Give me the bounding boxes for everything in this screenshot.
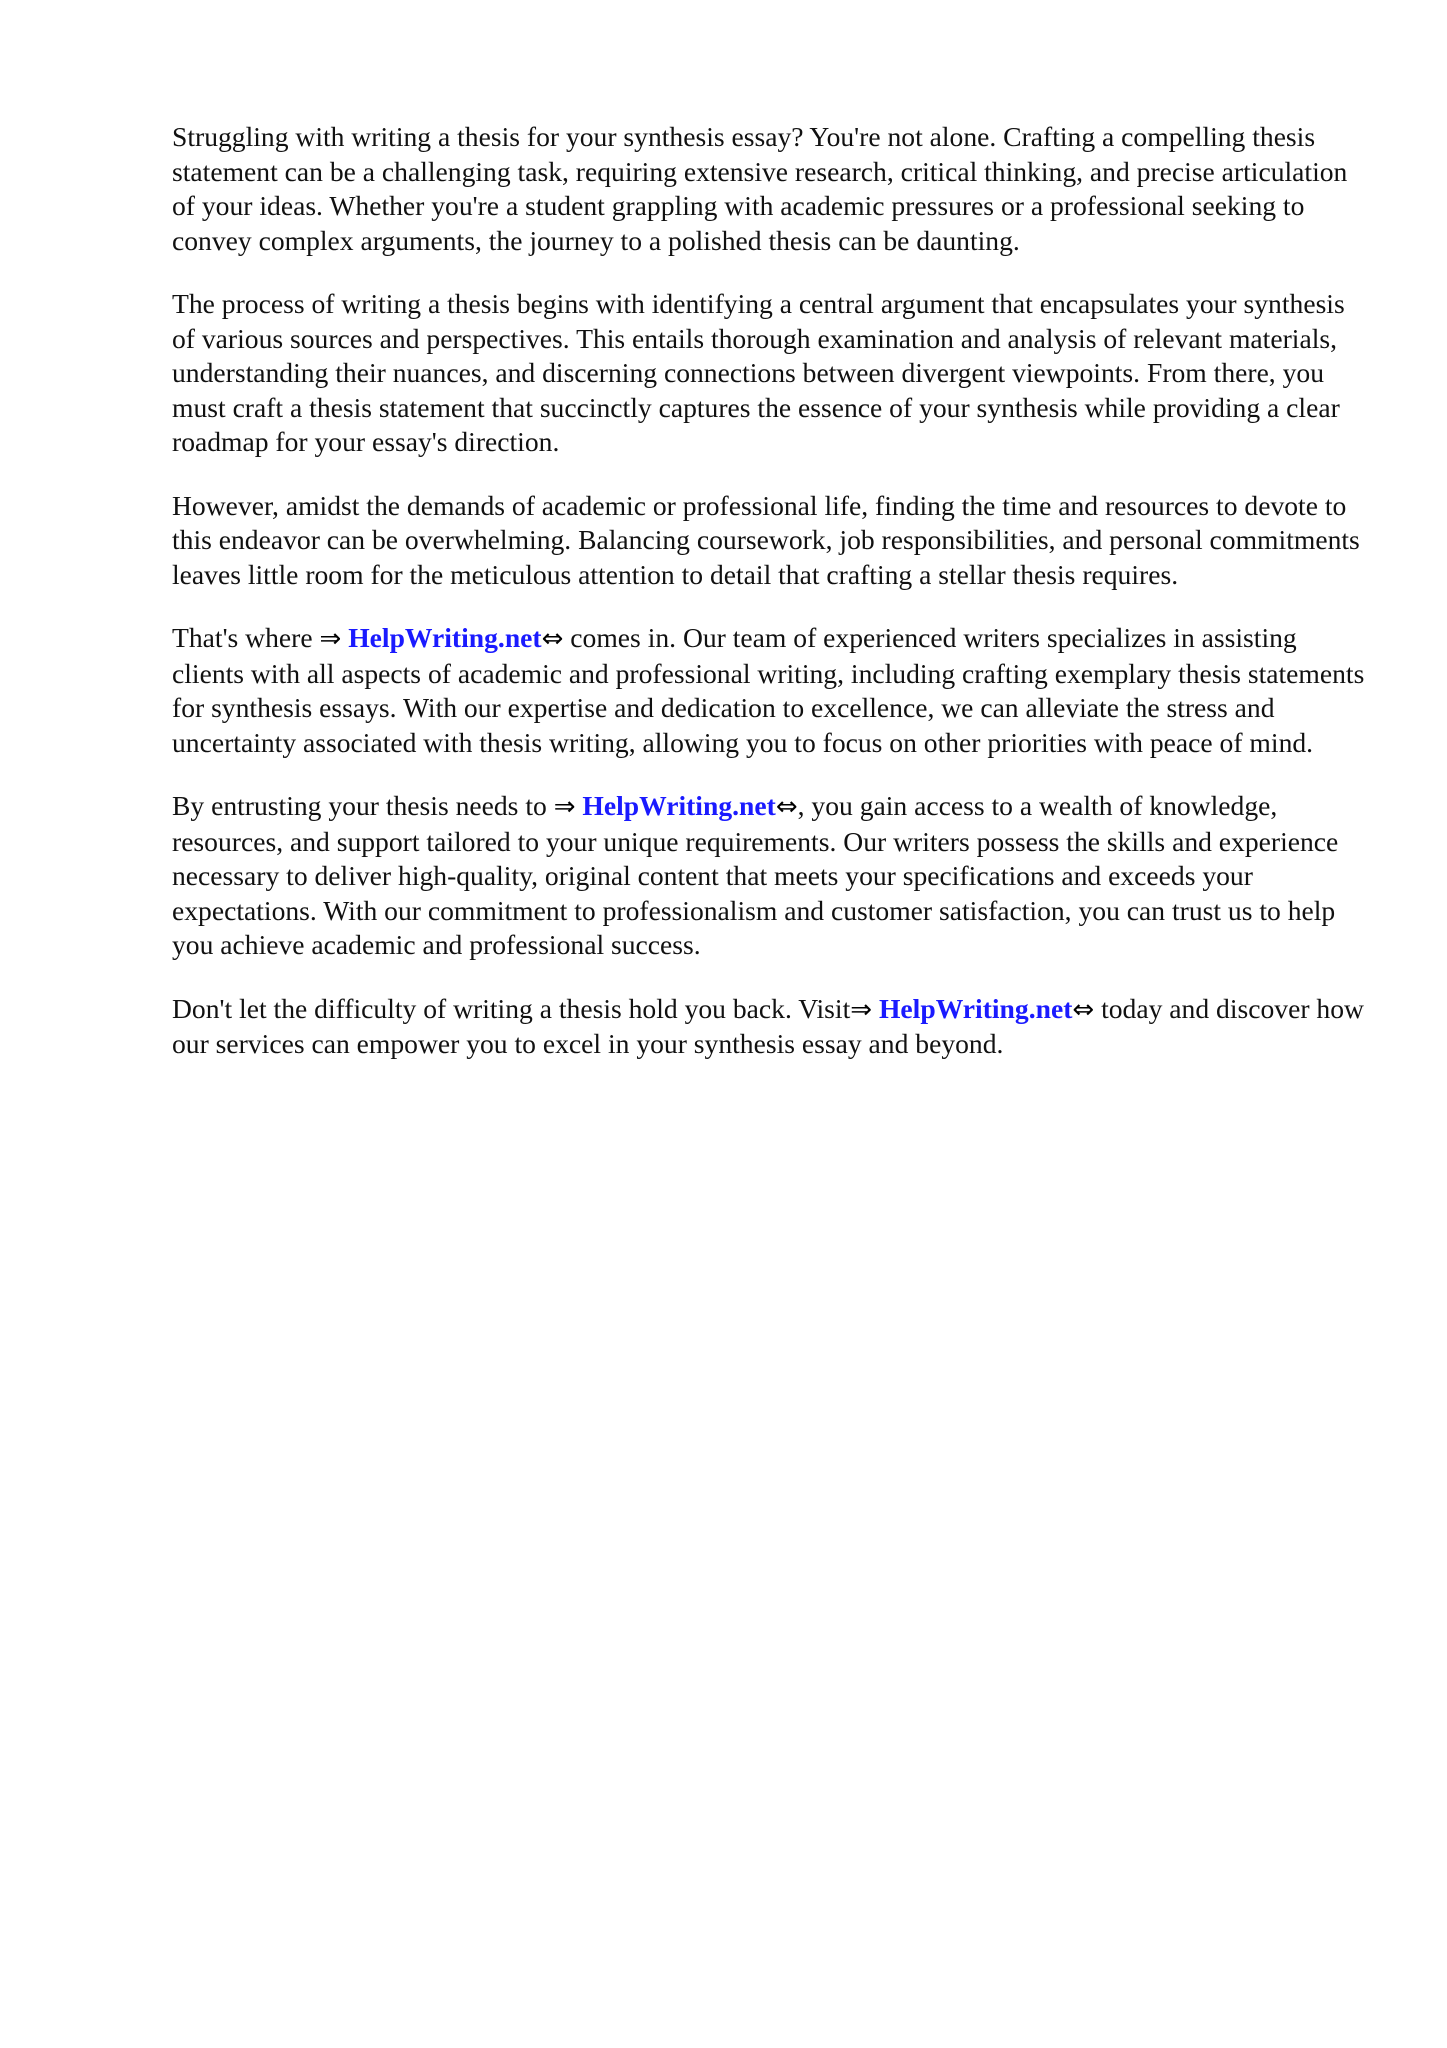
helpwriting-link[interactable]: HelpWriting.net bbox=[582, 790, 776, 821]
paragraph-intro: Struggling with writing a thesis for your synthesis essay? You're not alone. Crafting a compelling thesis statement can be a challenging task, requiring extensive research, critical thinking, and precise articulation of your ideas. Whether you're a student grappling with academic pressures or a professional seeking to convey complex arguments, the journey to a polished thesis can be daunting. bbox=[172, 121, 1348, 256]
helpwriting-link[interactable]: HelpWriting.net bbox=[348, 622, 542, 653]
text-after-link: comes in. Our team of experienced writers specializes in assisting clients with all aspects of academic and professional writing, including crafting exemplary thesis statements for synthesis essays. With our expertise and dedication to excellence, we can alleviate the stress and uncertainty associated with thesis writing, allowing you to focus on other priorities with peace of mind. bbox=[172, 622, 1365, 758]
left-right-arrow-icon: ⇔ bbox=[775, 792, 798, 822]
document-body bbox=[172, 120, 1372, 1091]
text-before-link: Don't let the difficulty of writing a thesis hold you back. Visit bbox=[172, 992, 851, 1024]
text-after-link: today and discover how our services can empower you to excel in your synthesis essay and beyond. bbox=[172, 992, 1364, 1059]
text-before-link: By entrusting your thesis needs to bbox=[172, 790, 554, 821]
right-arrow-icon: ⇒ bbox=[319, 624, 342, 654]
right-arrow-icon: ⇒ bbox=[850, 994, 873, 1025]
paragraph-process: The process of writing a thesis begins with identifying a central argument that encapsulates your synthesis of various sources and perspectives. This entails thorough examination and analysis of relevant materials, understanding their nuances, and discerning connections between divergent viewpoints. From there, you must craft a thesis statement that succinctly captures the essence of your synthesis while providing a clear roadmap for your essay's direction. bbox=[172, 288, 1345, 457]
paragraph-service-intro bbox=[172, 621, 1372, 760]
text-after-link: , you gain access to a wealth of knowledge, resources, and support tailored to your unique requirements. Our writers possess the skills and experience necessary to deliver high-quality, original content that meets your specifications and exceeds your expectations. With our commitment to professionalism and customer satisfaction, you can trust us to help you achieve academic and professional success. bbox=[172, 790, 1339, 960]
paragraph-call-to-action bbox=[172, 992, 1372, 1062]
left-right-arrow-icon: ⇔ bbox=[541, 624, 564, 654]
left-right-arrow-icon: ⇔ bbox=[1072, 994, 1095, 1025]
helpwriting-link[interactable]: HelpWriting.net bbox=[878, 992, 1073, 1024]
text-before-link: That's where bbox=[172, 622, 320, 653]
right-arrow-icon: ⇒ bbox=[553, 792, 576, 822]
paragraph-service-benefits bbox=[172, 789, 1372, 963]
paragraph-demands: However, amidst the demands of academic or professional life, finding the time and resources to devote to this endeavor can be overwhelming. Balancing coursework, job responsibilities, and personal commitments leaves little room for the meticulous attention to detail that crafting a stellar thesis requires. bbox=[172, 489, 1360, 590]
